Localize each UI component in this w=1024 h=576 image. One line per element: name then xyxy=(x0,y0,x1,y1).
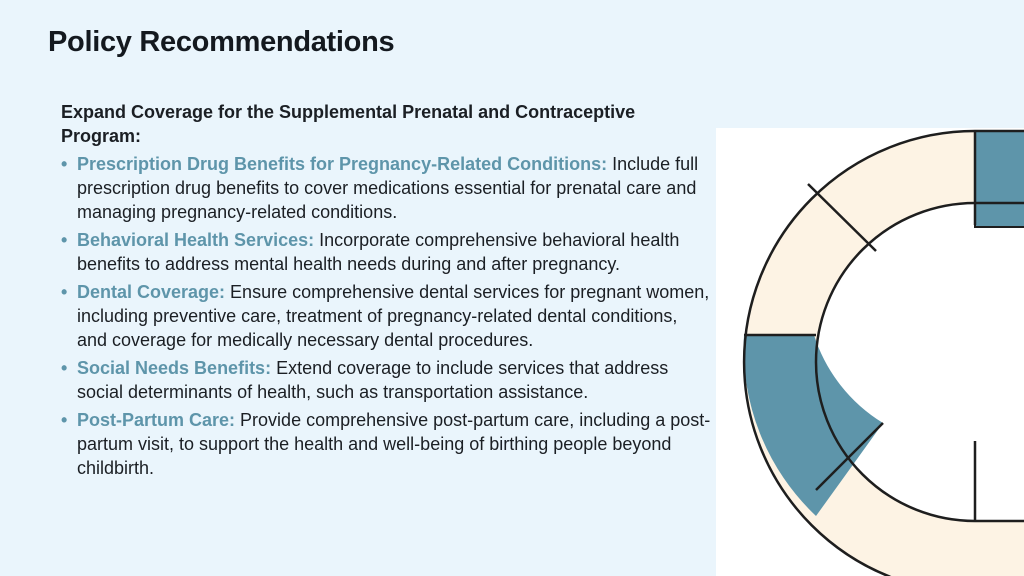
bullet-icon: • xyxy=(61,358,68,378)
page-title: Policy Recommendations xyxy=(48,26,395,58)
recommendation-list xyxy=(61,152,711,480)
recommendation-item xyxy=(61,228,711,276)
recommendation-item xyxy=(61,280,711,352)
section-heading: Expand Coverage for the Supplemental Prenatal and Contraceptive Program: xyxy=(61,102,636,146)
recommendation-text: Extend coverage to include services that address social determinants of health, such as transportation assistance. xyxy=(77,358,669,402)
segmented-track-graphic xyxy=(716,128,1024,576)
recommendation-label: Prescription Drug Benefits for Pregnancy-Related Conditions: xyxy=(77,154,613,174)
bullet-icon: • xyxy=(61,282,68,302)
recommendation-label: Behavioral Health Services: xyxy=(77,230,320,250)
recommendation-item xyxy=(61,356,711,404)
recommendation-label: Post-Partum Care: xyxy=(77,410,241,430)
recommendation-text: Provide comprehensive post-partum care, including a post-partum visit, to support the health and well-being of birthing people beyond childbirth. xyxy=(77,410,711,478)
recommendation-item xyxy=(61,408,711,480)
content-area xyxy=(61,100,711,484)
bullet-icon: • xyxy=(61,154,68,174)
recommendation-item xyxy=(61,152,711,224)
recommendation-text: Include full prescription drug benefits to cover medications essential for prenatal care and managing pregnancy-related conditions. xyxy=(77,154,699,222)
recommendation-text: Ensure comprehensive dental services for pregnant women, including preventive care, treatment of pregnancy-related dental conditions, and coverage for medically necessary dental procedures. xyxy=(77,282,710,350)
recommendation-label: Dental Coverage: xyxy=(77,282,231,302)
bullet-icon: • xyxy=(61,230,68,250)
track-segment-highlight xyxy=(975,131,1024,227)
recommendation-text: Incorporate comprehensive behavioral health benefits to address mental health needs during and after pregnancy. xyxy=(77,230,680,274)
bullet-icon: • xyxy=(61,410,68,430)
recommendation-label: Social Needs Benefits: xyxy=(77,358,277,378)
